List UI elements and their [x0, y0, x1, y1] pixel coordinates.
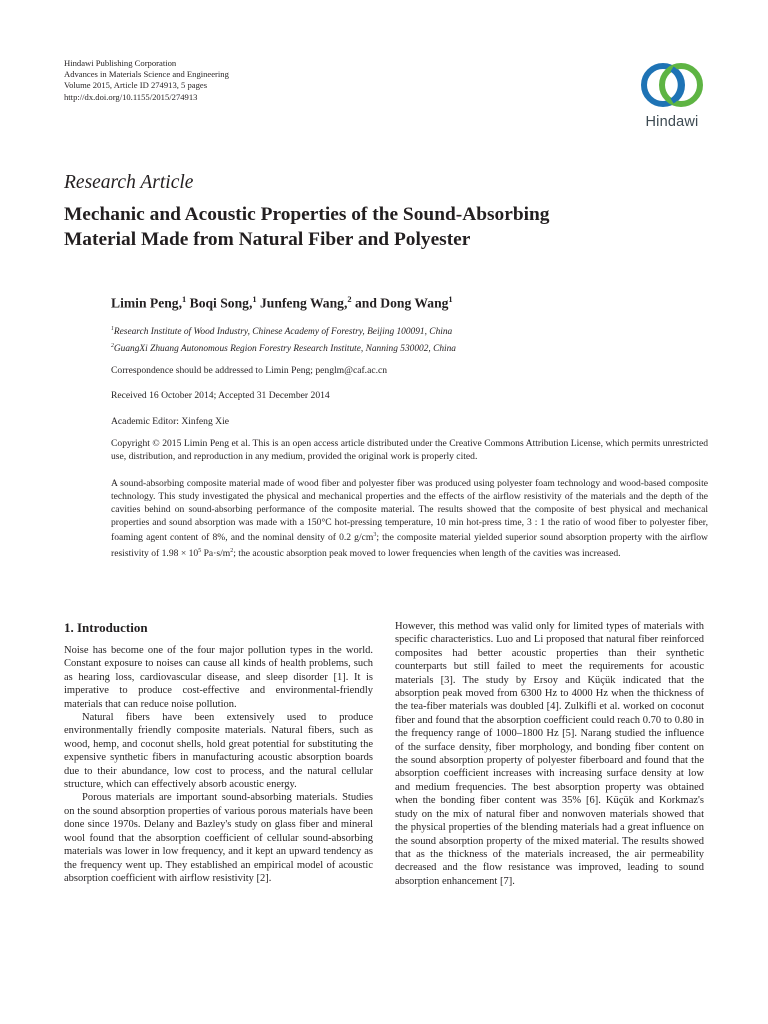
received-dates: Received 16 October 2014; Accepted 31 December 2014 [111, 390, 330, 401]
section-heading-introduction: 1. Introduction [64, 620, 148, 635]
article-title [64, 202, 704, 252]
body-column-right [395, 620, 704, 888]
paragraph: Porous materials are important sound-absorbing materials. Studies on the sound absorption properties of various porous materials have been done since 1970s. Delany and Bazley's study on glass fiber and mineral wool found that the absorption coefficient of cellular sound-absorbing materials was lower in low frequency, and it kept an upward tendency as the frequency went up. They established an empirical model of acoustic absorption coefficient with airflow resistivity [2]. [64, 792, 373, 884]
author-affiliation-mark: 2 [347, 294, 352, 304]
publisher-name: Hindawi Publishing Corporation [64, 58, 177, 68]
abstract: A sound-absorbing composite material made of wood fiber and polyester fiber was produced using polyester foam technology and wood-based composite technology. This study investigated the physical and mechanical properties and the effects of the airflow resistivity of the materials and the depth of the cavities behind on sound-absorbing performance of the composite material. The results showed that the composite of best physical and mechanical properties and sound absorption was made with a 150°C hot-pressing temperature, 10 min hot-press time, 3 : 1 the ratio of wood fiber to polyester fiber, foaming agent content of 8%, and the nominal density of 0.2 $g/cm^3$; the composite material yielded superior sound absorption property with the airflow resistivity of $1.98 \times 10^5$ $Pa\cdot s/m^2$; the acoustic absorption peak moved to lower frequencies when length of the cavities was increased. [111, 478, 708, 559]
author-name: Limin Peng, [111, 295, 182, 311]
author-list [111, 294, 711, 312]
author-name: Boqi Song, [189, 295, 253, 311]
affiliation-1: $^1$Research Institute of Wood Industry, Chinese Academy of Forestry, Beijing 100091, China [111, 326, 453, 338]
hindawi-wordmark: Hindawi [645, 114, 699, 130]
hindawi-logo [628, 58, 716, 138]
copyright-notice: Copyright © 2015 Limin Peng et al. This is an open access article distributed under the Creative Commons Attribution License, which permits unrestricted use, distribution, and reproduction in any medium, provided the original work is properly cited. [111, 438, 708, 463]
correspondence: Correspondence should be addressed to Limin Peng; penglm@caf.ac.cn [111, 365, 388, 376]
academic-editor: Academic Editor: Xinfeng Xie [111, 416, 230, 427]
publication-info [64, 58, 424, 103]
author-affiliation-mark: 1 [448, 294, 453, 304]
body-column-left [64, 620, 373, 885]
affiliations [111, 322, 711, 356]
author-name: Junfeng Wang, [259, 295, 348, 311]
author-affiliation-mark: 1 [252, 294, 257, 304]
paragraph: Noise has become one of the four major pollution types in the world. Constant exposure to noises can cause all kinds of health problems, such as hearing loss, cardiovascular disease, and sleep disorder [1]. It is imperative to produce cost-effective and environmental-friendly materials that can reduce noise pollution. [64, 645, 373, 710]
journal-name: Advances in Materials Science and Engineering [64, 69, 229, 80]
affiliation-2: $^2$GuangXi Zhuang Autonomous Region Forestry Research Institute, Nanning 530002, China [111, 343, 456, 355]
hindawi-rings-icon [636, 58, 708, 112]
volume-info: Volume 2015, Article ID 274913, 5 pages [64, 80, 208, 91]
title-line-2: Material Made from Natural Fiber and Polyester [64, 229, 471, 250]
paragraph: However, this method was valid only for limited types of materials with specific characteristics. Luo and Li proposed that natural fiber reinforced composites had better acoustic properties than their synthetic counterparts but still failed to meet the requirements for acoustic materials [3]. The study by Ersoy and Küçük indicated that the absorption peak moved from 6300 Hz to 4000 Hz when the thickness of the tea-fiber materials was doubled [4]. Zulkifli et al. worked on coconut fiber and found that the absorption coefficient could reach 0.70 to 0.80 in the frequency range of 1000–1800 Hz [5]. Narang studied the influence of the surface density, fiber morphology, and bonding fiber content on the sound absorption property of polyester fiberboard and found that the absorption coefficient increases with increasing surface density at low and medium frequencies. The best absorption property was obtained when the bonding fiber content was 35% [6]. Küçük and Korkmaz's study on the mix of natural fiber and nonwoven materials showed that the physical properties of the blending materials had a great influence on the sound absorption property of the mixed material. The results showed that as the thickness of the materials increased, the air permeability decreased and the flow resistance was improved, leading to sound absorption enhancement [7]. [395, 621, 704, 887]
paragraph: Natural fibers have been extensively used to produce environmentally friendly composite materials. Natural fibers, such as wood, hemp, and coconut shells, hold great potential for substituting the expensive synthetic fibers in manufacturing acoustic absorption boards due to their abundance, low cost to process, and the natural cellular structure, which can effectively absorb acoustic energy. [64, 712, 373, 791]
article-type: Research Article [64, 172, 194, 193]
author-affiliation-mark: 1 [182, 294, 187, 304]
doi-link[interactable]: http://dx.doi.org/10.1155/2015/274913 [64, 91, 198, 102]
author-name: and Dong Wang [354, 295, 449, 311]
title-line-1: Mechanic and Acoustic Properties of the Sound-Absorbing [64, 204, 550, 225]
